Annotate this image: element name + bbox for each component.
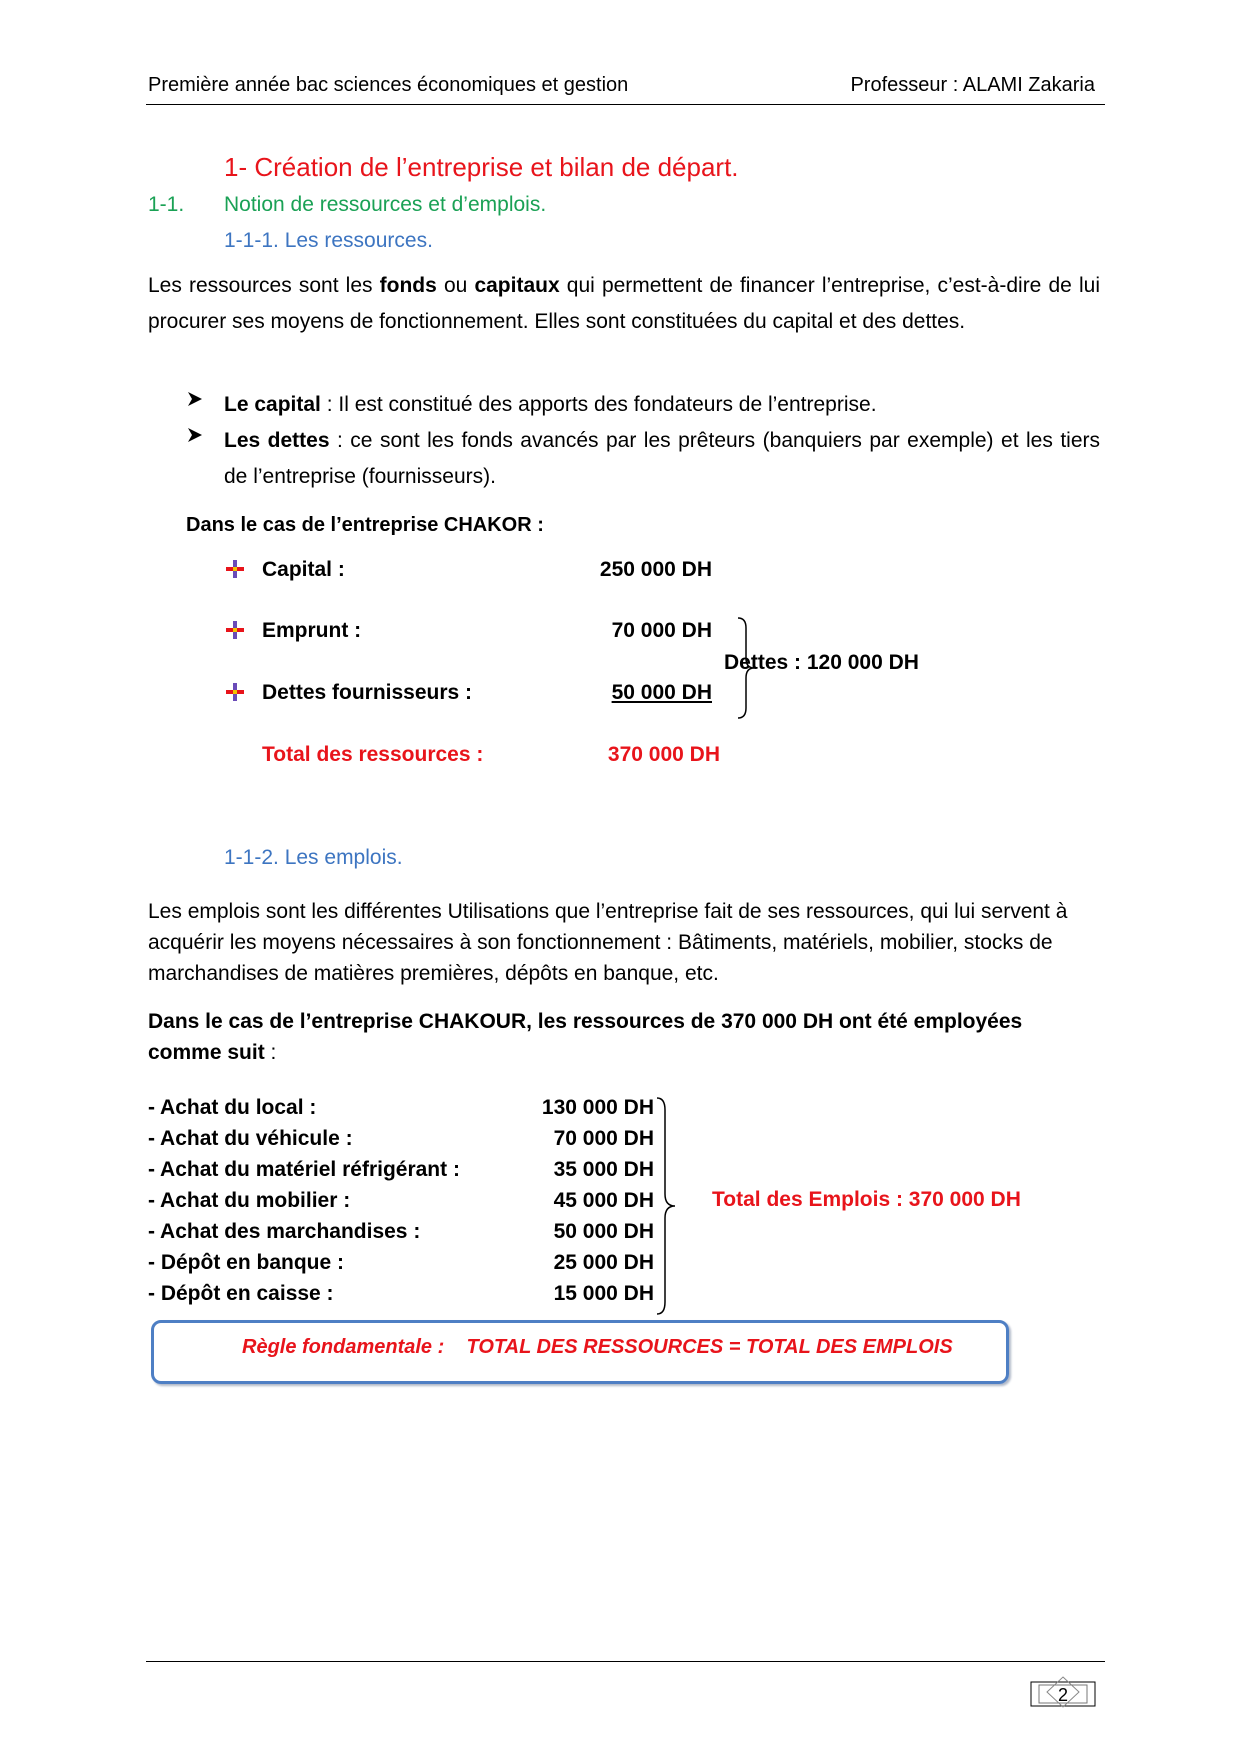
total-emplois: Total des Emplois : 370 000 DH (712, 1188, 1021, 1211)
subsection-title: Notion de ressources et d’emplois. (224, 193, 547, 216)
page-number: 2 (1057, 1685, 1068, 1705)
bullet-dettes: Les dettes : ce sont les fonds avancés par les prêteurs (banquiers par exemple) et les tiers de l’entreprise (fournisseurs). (224, 429, 1100, 488)
plus-bullet-icon (224, 619, 246, 646)
list-item: - Achat du mobilier : (148, 1189, 351, 1212)
emplois-amounts (494, 1092, 654, 1309)
page-number-box (1029, 1676, 1097, 1708)
ressources-heading: 1-1-1. Les ressources. (224, 229, 433, 252)
list-amount: 35 000 DH (553, 1158, 654, 1181)
emplois-list (148, 1092, 460, 1309)
emplois-heading: 1-1-2. Les emplois. (224, 846, 403, 869)
term-fonds: fonds (379, 274, 437, 297)
list-amount: 25 000 DH (553, 1251, 654, 1274)
section-title: 1- Création de l’entreprise et bilan de départ. (224, 152, 739, 182)
list-item: - Achat du véhicule : (148, 1127, 353, 1150)
subsection-number: 1-1. (148, 193, 185, 216)
footer-rule (146, 1661, 1105, 1662)
header-rule (146, 104, 1105, 105)
list-amount: 45 000 DH (553, 1189, 654, 1212)
capital-amount: 250 000 DH (599, 558, 712, 581)
term-capitaux: capitaux (474, 274, 560, 297)
list-item: - Dépôt en caisse : (148, 1282, 334, 1305)
list-item: - Achat des marchandises : (148, 1220, 421, 1243)
list-item: - Dépôt en banque : (148, 1251, 344, 1274)
chakour-heading: Dans le cas de l’entreprise CHAKOUR, les ressources de 370 000 DH ont été employées comme suit : (148, 1010, 1023, 1064)
chakor-heading: Dans le cas de l’entreprise CHAKOR : (186, 514, 544, 536)
list-amount: 130 000 DH (541, 1096, 654, 1119)
plus-bullet-icon (224, 681, 246, 708)
ressources-paragraph: Les ressources sont les fonds ou capitaux qui permettent de financer l’entreprise, c’est-à-dire de lui procurer ses moyens de fonctionnement. Elles sont constituées du capital et des dettes. (148, 274, 1101, 333)
emprunt-amount: 70 000 DH (611, 619, 712, 642)
dettes-total: Dettes : 120 000 DH (724, 651, 919, 674)
fournisseurs-amount: 50 000 DH (611, 681, 712, 704)
list-amount: 50 000 DH (553, 1220, 654, 1243)
emplois-brace (655, 1096, 679, 1321)
plus-bullet-icon (224, 558, 246, 585)
bullet-capital: Le capital : Il est constitué des apports des fondateurs de l’entreprise. (224, 393, 877, 416)
list-item: - Achat du matériel réfrigérant : (148, 1158, 460, 1181)
total-ressources-label: Total des ressources : (262, 743, 484, 766)
arrow-bullet-icon (186, 390, 204, 413)
header-teacher: Professeur : ALAMI Zakaria (850, 74, 1095, 96)
emplois-paragraph: Les emplois sont les différentes Utilisations que l’entreprise fait de ses ressources, qui lui servent à acquérir les moyens nécessaires à son fonctionnement : Bâtiments, matériels, mobilier, stocks de marchandises de matières premières, dépôts en banque, etc. (148, 900, 1068, 985)
rule-text: Règle fondamentale : TOTAL DES RESSOURCES = TOTAL DES EMPLOIS (242, 1336, 953, 1358)
arrow-bullet-icon (186, 426, 204, 449)
fournisseurs-label: Dettes fournisseurs : (262, 681, 473, 704)
total-ressources-amount: 370 000 DH (607, 743, 720, 766)
list-item: - Achat du local : (148, 1096, 317, 1119)
header-course: Première année bac sciences économiques et gestion (148, 74, 629, 96)
list-amount: 70 000 DH (553, 1127, 654, 1150)
list-amount: 15 000 DH (553, 1282, 654, 1305)
emprunt-label: Emprunt : (262, 619, 362, 642)
capital-label: Capital : (262, 558, 345, 581)
